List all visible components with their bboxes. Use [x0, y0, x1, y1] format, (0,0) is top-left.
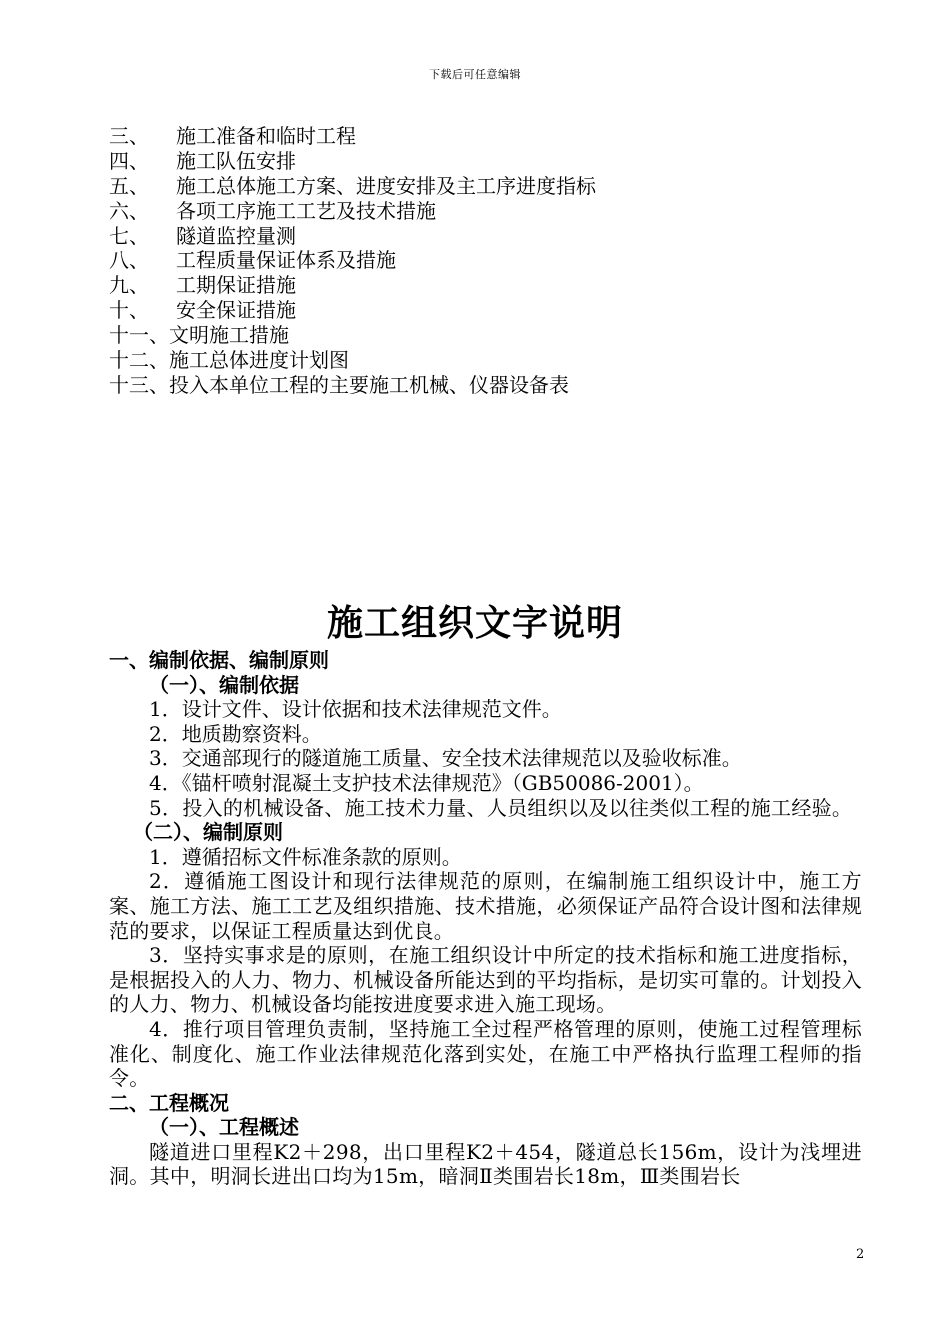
list-item: 4．《锚杆喷射混凝土支护技术法律规范》（GB50086-2001）。 [149, 770, 704, 795]
toc-text: 施工队伍安排 [176, 148, 296, 173]
toc-number: 四、 [109, 148, 149, 173]
toc-number: 十、 [109, 298, 149, 323]
toc-item [109, 124, 869, 149]
section-heading: 二、工程概况 [109, 1090, 229, 1115]
toc-text: 投入本单位工程的主要施工机械、仪器设备表 [169, 372, 569, 397]
toc-number: 九、 [109, 273, 149, 298]
toc-number: 十二、 [109, 348, 169, 373]
toc-text: 隧道监控量测 [176, 223, 296, 248]
toc-number: 六、 [109, 198, 149, 223]
toc-text: 工程质量保证体系及措施 [176, 248, 396, 273]
list-item: 1．设计文件、设计依据和技术法律规范文件。 [149, 697, 562, 722]
paragraph: 隧道进口里程K2＋298，出口里程K2＋454，隧道总长156m，设计为浅埋进洞。其中，明洞长进出口均为15m，暗洞Ⅱ类围岩长18m，Ⅲ类围岩长 [109, 1139, 862, 1189]
document-body [109, 648, 862, 1189]
toc-number: 七、 [109, 223, 149, 248]
toc-item [109, 298, 869, 323]
toc-text: 施工总体施工方案、进度安排及主工序进度指标 [176, 173, 596, 198]
toc-item [109, 199, 869, 224]
section-heading: 一、编制依据、编制原则 [109, 648, 329, 672]
toc-item [109, 348, 869, 373]
toc-item [109, 149, 869, 174]
table-of-contents [109, 124, 869, 398]
document-title: 施工组织文字说明 [326, 602, 623, 644]
page-header: 下载后可任意编辑 [429, 68, 521, 81]
list-item: 3．交通部现行的隧道施工质量、安全技术法律规范以及验收标准。 [149, 746, 742, 771]
toc-text: 文明施工措施 [169, 323, 289, 348]
toc-text: 施工总体进度计划图 [169, 348, 349, 373]
toc-text: 各项工序施工工艺及技术措施 [176, 198, 436, 223]
toc-item [109, 248, 869, 273]
toc-number: 十一、 [109, 323, 169, 348]
toc-number: 八、 [109, 248, 149, 273]
toc-text: 施工准备和临时工程 [176, 124, 356, 148]
list-item: 1．遵循招标文件标准条款的原则。 [149, 844, 462, 869]
toc-text: 工期保证措施 [176, 273, 296, 298]
toc-item [109, 224, 869, 249]
page-number: 2 [856, 1247, 865, 1262]
paragraph: 4．推行项目管理负责制，坚持施工全过程严格管理的原则，使施工过程管理标准化、制度化、施工作业法律规范化落到实处，在施工中严格执行监理工程师的指令。 [109, 1016, 862, 1091]
toc-number: 三、 [109, 124, 149, 148]
toc-item [109, 373, 869, 398]
subsection-heading: （一）、工程概述 [149, 1115, 299, 1140]
paragraph: 5．投入的机械设备、施工技术力量、人员组织以及以往类似工程的施工经验。 [149, 795, 853, 820]
toc-item [109, 174, 869, 199]
toc-text: 安全保证措施 [176, 298, 296, 323]
toc-number: 十三、 [109, 372, 169, 397]
toc-item [109, 273, 869, 298]
list-item: 2．地质勘察资料。 [149, 721, 322, 746]
subsection-heading: （二）、编制原则 [133, 820, 283, 845]
paragraph: 2．遵循施工图设计和现行法律规范的原则，在编制施工组织设计中，施工方案、施工方法、施工工艺及组织措施、技术措施，必须保证产品符合设计图和法律规范的要求，以保证工程质量达到优良。 [109, 869, 862, 943]
subsection-heading: （一）、编制依据 [149, 672, 299, 697]
toc-item [109, 323, 869, 348]
toc-number: 五、 [109, 173, 149, 198]
paragraph: 3．坚持实事求是的原则，在施工组织设计中所定的技术指标和施工进度指标，是根据投入的人力、物力、机械设备所能达到的平均指标，是切实可靠的。计划投入的人力、物力、机械设备均能按进度要求进入施工现场。 [109, 943, 862, 1017]
